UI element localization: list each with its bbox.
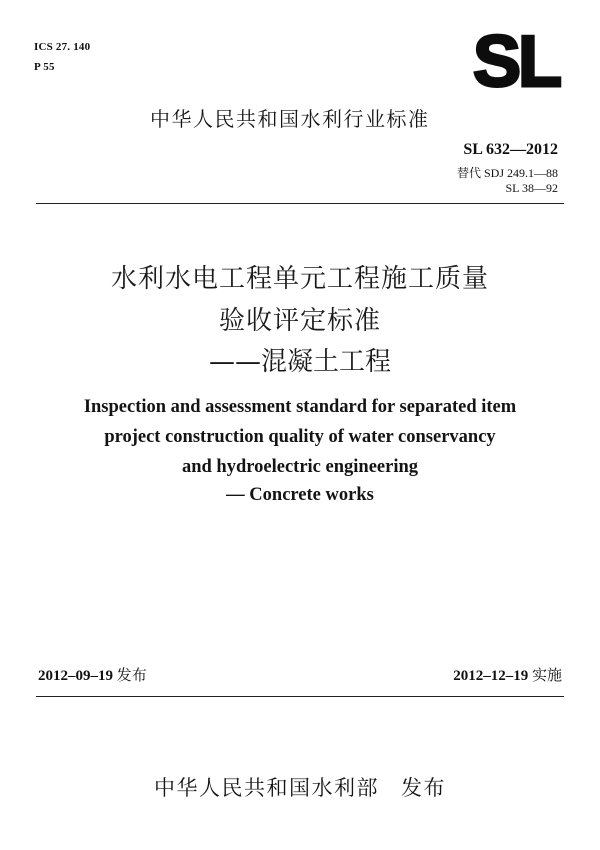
issue-date: 2012–09–19 xyxy=(38,668,113,684)
issue-label: 发布 xyxy=(116,666,147,684)
title-en-line-3: and hydroelectric engineering xyxy=(181,457,419,477)
title-en-line-1: Inspection and assessment standard for separated item xyxy=(83,397,517,417)
ics-code: ICS 27. 140 xyxy=(34,41,91,53)
sl-logo xyxy=(466,26,566,94)
publisher-action: 发布 xyxy=(401,776,446,800)
title-cn-line-2: 验收评定标准 xyxy=(218,306,381,336)
replaces-line-1: 替代 SDJ 249.1—88 xyxy=(456,166,558,180)
replaces-line-2: SL 38—92 xyxy=(505,181,558,195)
title-cn-line-3: ——混凝土工程 xyxy=(208,347,391,377)
standard-number: SL 632—2012 xyxy=(463,141,558,158)
issue-date-block xyxy=(38,664,147,685)
publisher-org: 中华人民共和国水利部 xyxy=(154,776,379,800)
industry-standard-heading: 中华人民共和国水利行业标准 xyxy=(150,107,430,131)
title-en-line-2: project construction quality of water conservancy xyxy=(104,427,496,447)
bottom-divider xyxy=(36,696,564,697)
implement-date: 2012–12–19 xyxy=(453,668,529,684)
p-code: P 55 xyxy=(34,61,55,73)
implement-label: 实施 xyxy=(531,666,562,684)
title-en-line-4: — Concrete works xyxy=(226,485,374,505)
top-divider xyxy=(36,203,564,204)
publisher xyxy=(0,772,600,802)
sl-logo-text: SL xyxy=(472,26,560,94)
title-cn-line-1: 水利水电工程单元工程施工质量 xyxy=(110,264,489,294)
implement-date-block xyxy=(453,664,562,685)
